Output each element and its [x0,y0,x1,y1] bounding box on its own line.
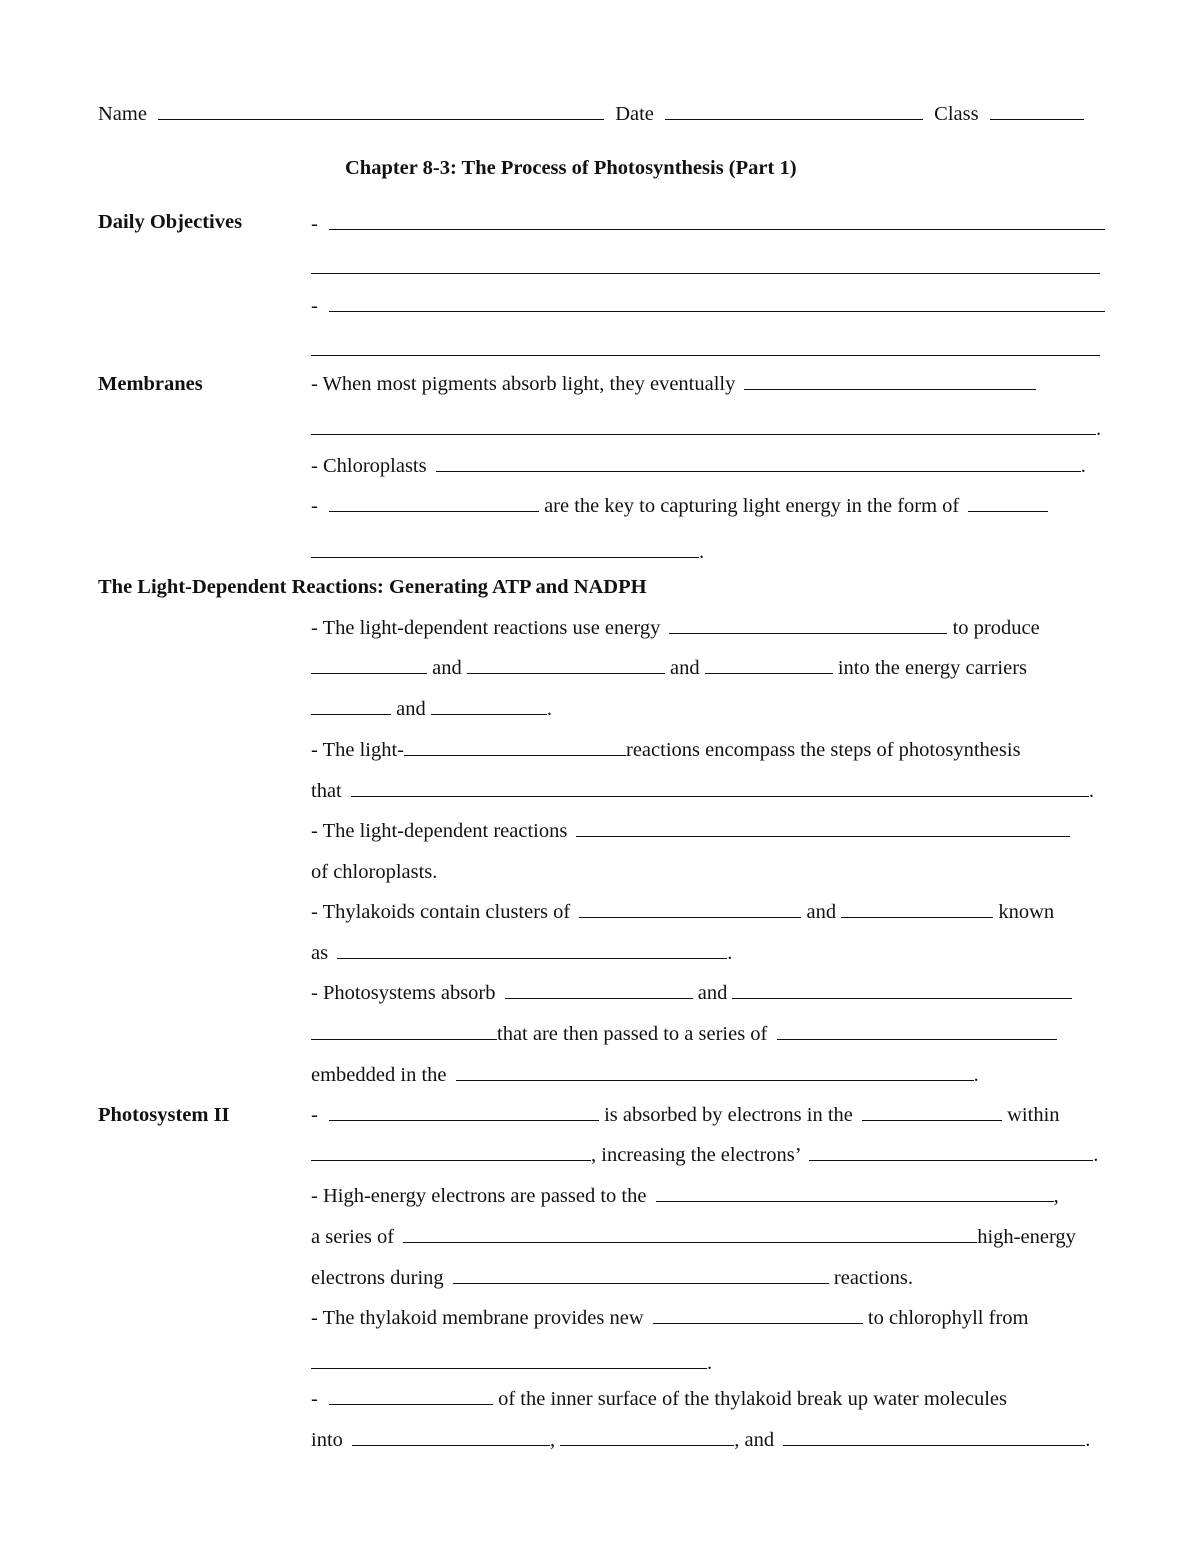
ps2-line-5: electrons during reactions. [311,1267,914,1289]
ld-line-1: - The light-dependent reactions use energy to produce [311,617,1040,639]
ps2-line-6: - The thylakoid membrane provides new to chlorophyll from [311,1307,1029,1329]
key-blank[interactable] [329,496,539,512]
ld-line-3: and . [311,699,552,720]
objective-line-1: - [311,214,1105,235]
date-field[interactable] [665,104,923,120]
section-photosystem-ii: Photosystem II [98,1104,230,1126]
header-row [98,104,1084,125]
reactant-blank-3[interactable] [705,658,833,674]
ld-line-9: as . [311,942,733,964]
ld-line-2: and and into the energy carriers [311,658,1027,679]
name-field[interactable] [158,104,604,120]
carrier-blank-2[interactable] [431,699,547,715]
absorb-blank-2[interactable] [732,983,1072,999]
ps2-line-4: a series of high-energy [311,1226,1076,1248]
ps2-line-9: into , , and . [311,1429,1091,1451]
provides-new-blank[interactable] [653,1308,863,1324]
section-membranes: Membranes [98,373,203,395]
ld-line-11: that are then passed to a series of [311,1024,1057,1045]
into-blank-2[interactable] [560,1430,734,1446]
name-label: Name [98,103,147,125]
increasing-blank-1[interactable] [311,1145,591,1161]
series-of-blank[interactable] [403,1227,977,1243]
membranes-blank-1[interactable] [744,374,1036,390]
ps2-line-7: . [311,1353,712,1374]
form-of-cont-blank[interactable] [311,542,699,558]
ps2-line-8: - of the inner surface of the thylakoid break up water molecules [311,1388,1007,1410]
objective-2-blank[interactable] [329,296,1105,312]
section-daily-objectives: Daily Objectives [98,211,243,233]
passed-to-blank[interactable] [656,1186,1054,1202]
ld-line-7: of chloroplasts. [311,861,438,883]
membranes-line-4: - are the key to capturing light energy in the form of [311,496,1048,517]
into-blank-3[interactable] [783,1430,1085,1446]
class-label: Class [934,103,979,125]
ld-line-12: embedded in the . [311,1064,979,1086]
reactant-blank-1[interactable] [311,658,427,674]
membranes-blank-2[interactable] [311,419,1096,435]
within-blank[interactable] [862,1105,1002,1121]
passed-blank[interactable] [311,1024,497,1040]
ld-line-8: - Thylakoids contain clusters of and known [311,901,1055,923]
electrons-during-blank[interactable] [453,1268,829,1284]
absorb-blank-1[interactable] [505,983,693,999]
class-field[interactable] [990,104,1084,120]
into-blank-1[interactable] [352,1430,550,1446]
section-light-dependent: The Light-Dependent Reactions: Generating ATP and NADPH [98,576,647,598]
objective-2-cont-blank[interactable] [311,340,1100,356]
ld-line-5: that . [311,780,1094,802]
enzymes-blank[interactable] [329,1389,493,1405]
ps2-line-1: - is absorbed by electrons in the within [311,1104,1060,1126]
energy-blank[interactable] [669,618,947,634]
membranes-line-5: . [311,542,704,563]
form-of-blank[interactable] [968,496,1048,512]
clusters-blank-1[interactable] [579,902,801,918]
absorbed-blank[interactable] [329,1105,599,1121]
membranes-line-3: - Chloroplasts . [311,455,1086,477]
that-blank[interactable] [351,781,1089,797]
ps2-line-3: - High-energy electrons are passed to the , [311,1185,1059,1207]
location-blank[interactable] [576,821,1070,837]
chlorophyll-from-blank[interactable] [311,1353,707,1369]
known-as-blank[interactable] [337,943,727,959]
objective-line-2 [311,258,1100,279]
ld-line-10: - Photosystems absorb and [311,983,1072,1004]
page-title: Chapter 8-3: The Process of Photosynthesis (Part 1) [345,157,797,179]
objective-1-blank[interactable] [329,214,1105,230]
carrier-blank-1[interactable] [311,699,391,715]
objective-line-4 [311,340,1100,361]
reactant-blank-2[interactable] [467,658,665,674]
chloroplasts-blank[interactable] [436,456,1081,472]
membranes-line-2: . [311,419,1101,440]
series-blank[interactable] [777,1024,1057,1040]
objective-1-cont-blank[interactable] [311,258,1100,274]
ld-line-6: - The light-dependent reactions [311,821,1070,842]
light-dependent-blank[interactable] [404,740,626,756]
objective-line-3: - [311,296,1105,317]
ps2-line-2: , increasing the electrons’ . [311,1145,1098,1166]
embedded-blank[interactable] [456,1065,974,1081]
date-label: Date [615,103,654,125]
ld-line-4: - The light- reactions encompass the steps of photosynthesis [311,739,1021,761]
increasing-blank-2[interactable] [809,1145,1093,1161]
membranes-line-1: - When most pigments absorb light, they eventually [311,374,1036,395]
clusters-blank-2[interactable] [841,902,993,918]
